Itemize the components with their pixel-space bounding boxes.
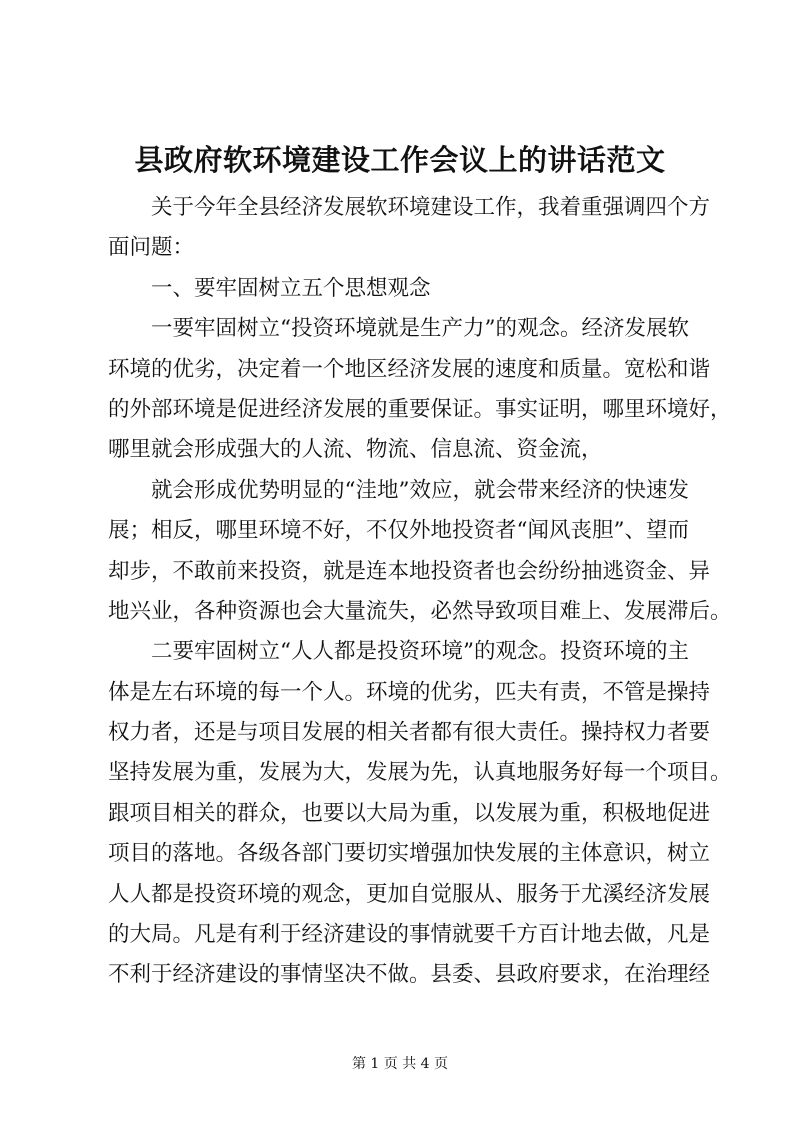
paragraph-line: 却步，不敢前来投资，就是连本地投资者也会纷纷抽逃资金、异 bbox=[108, 558, 711, 584]
paragraph-line: 不利于经济建设的事情坚决不做。县委、县政府要求，在治理经 bbox=[108, 962, 711, 988]
paragraph-line: 就会形成优势明显的“洼地”效应，就会带来经济的快速发 bbox=[151, 477, 689, 503]
paragraph-line: 展；相反，哪里环境不好，不仅外地投资者“闻风丧胆”、望而 bbox=[108, 518, 689, 544]
paragraph-line: 二要牢固树立“人人都是投资环境”的观念。投资环境的主 bbox=[151, 639, 689, 665]
paragraph-line: 关于今年全县经济发展软环境建设工作，我着重强调四个方 bbox=[151, 195, 711, 220]
paragraph-line: 哪里就会形成强大的人流、物流、信息流、资金流， bbox=[108, 437, 603, 463]
paragraph-line: 跟项目相关的群众，也要以大局为重，以发展为重，积极地促进 bbox=[108, 800, 711, 826]
paragraph-line: 权力者，还是与项目发展的相关者都有很大责任。操持权力者要 bbox=[108, 720, 711, 746]
document-title: 县政府软环境建设工作会议上的讲话范文 bbox=[134, 143, 666, 177]
paragraph-line: 坚持发展为重，发展为大，发展为先，认真地服务好每一个项目。 bbox=[108, 760, 732, 786]
page-footer: 第 1 页 共 4 页 bbox=[351, 1056, 449, 1072]
paragraph-line: 项目的落地。各级各部门要切实增强加快发展的主体意识，树立 bbox=[108, 841, 711, 867]
paragraph-line: 面问题： bbox=[108, 235, 195, 261]
paragraph-line: 的外部环境是促进经济发展的重要保证。事实证明，哪里环境好， bbox=[108, 396, 732, 422]
paragraph-line: 一要牢固树立“投资环境就是生产力”的观念。经济发展软 bbox=[151, 316, 689, 342]
paragraph-line: 环境的优劣，决定着一个地区经济发展的速度和质量。宽松和谐 bbox=[108, 356, 711, 382]
paragraph-line: 人人都是投资环境的观念，更加自觉服从、服务于尤溪经济发展 bbox=[108, 881, 711, 907]
paragraph-line: 的大局。凡是有利于经济建设的事情就要千方百计地去做，凡是 bbox=[108, 922, 711, 948]
document-body bbox=[108, 188, 732, 996]
paragraph-line: 一、要牢固树立五个思想观念 bbox=[151, 275, 431, 301]
paragraph-line: 地兴业，各种资源也会大量流失，必然导致项目难上、发展滞后。 bbox=[108, 598, 732, 624]
paragraph-line: 体是左右环境的每一个人。环境的优劣，匹夫有责，不管是操持 bbox=[108, 679, 711, 705]
